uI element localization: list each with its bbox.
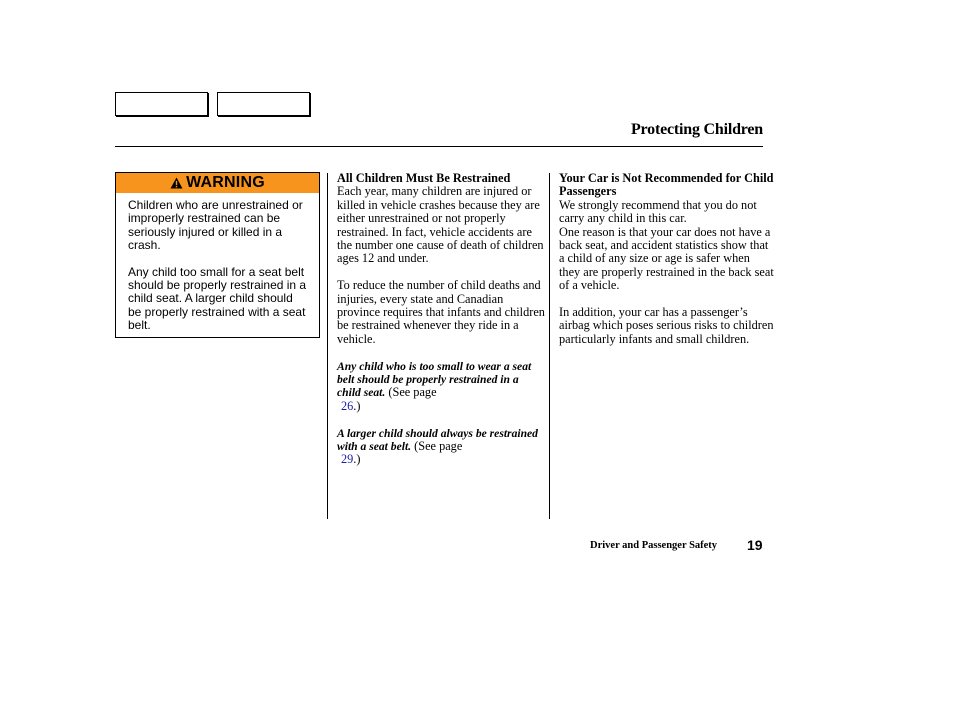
body-paragraph: [337, 360, 545, 414]
column-middle: [337, 172, 545, 467]
column-right: [559, 171, 786, 346]
emphasis-text: Any child who is too small to wear a seat belt should be properly restrained in a child seat.: [337, 359, 532, 400]
title-divider: [115, 146, 763, 147]
warning-paragraph: Any child too small for a seat belt should be properly restrained in a child seat. A larger child should be properly restrained with a seat belt.: [128, 264, 307, 333]
page-title: Protecting Children: [630, 121, 763, 138]
page-link[interactable]: 26: [341, 398, 354, 413]
column-divider: [327, 173, 328, 519]
page-link[interactable]: 29: [341, 452, 354, 467]
body-paragraph: Each year, many children are injured or killed in vehicle crashes because they are either unrestrained or not properly restrained. In fact, vehicle accidents are the number one cause of death of children ages 12 and under.: [337, 184, 544, 266]
see-page-text: (See page: [411, 439, 463, 454]
warning-paragraph: Children who are unrestrained or improperly restrained can be seriously injured or killed in a crash.: [128, 198, 303, 253]
body-paragraph: One reason is that your car does not have a back seat, and accident statistics show that a child of any size or age is safer when they are properly restrained in the back seat of a vehicle.: [559, 224, 774, 293]
body-paragraph: To reduce the number of child deaths and injuries, every state and Canadian province requires that infants and children be restrained whenever they ride in a vehicle.: [337, 278, 545, 346]
warning-body: [116, 193, 319, 333]
page-number: 19: [747, 537, 763, 553]
ref-close: .): [353, 452, 361, 467]
column-divider: [549, 173, 550, 519]
ref-close: .): [353, 398, 361, 413]
warning-header: [116, 173, 319, 193]
section-heading: All Children Must Be Restrained: [337, 171, 511, 185]
warning-label: WARNING: [186, 174, 265, 191]
nav-button-main-menu[interactable]: [115, 92, 208, 116]
section-heading: Your Car is Not Recommended for Child Passengers: [559, 171, 774, 199]
nav-button-index[interactable]: [217, 92, 310, 116]
footer-section-title: Driver and Passenger Safety: [590, 540, 718, 551]
body-paragraph: In addition, your car has a passenger’s airbag which poses serious risks to children particularly infants and small children.: [559, 305, 786, 346]
warning-triangle-icon: [170, 177, 183, 189]
warning-box: [115, 172, 320, 338]
body-paragraph: [337, 427, 545, 467]
body-paragraph: We strongly recommend that you do not carry any child in this car.: [559, 197, 757, 226]
emphasis-text: A larger child should always be restrained with a seat belt.: [337, 426, 538, 454]
see-page-text: (See page: [385, 385, 437, 400]
